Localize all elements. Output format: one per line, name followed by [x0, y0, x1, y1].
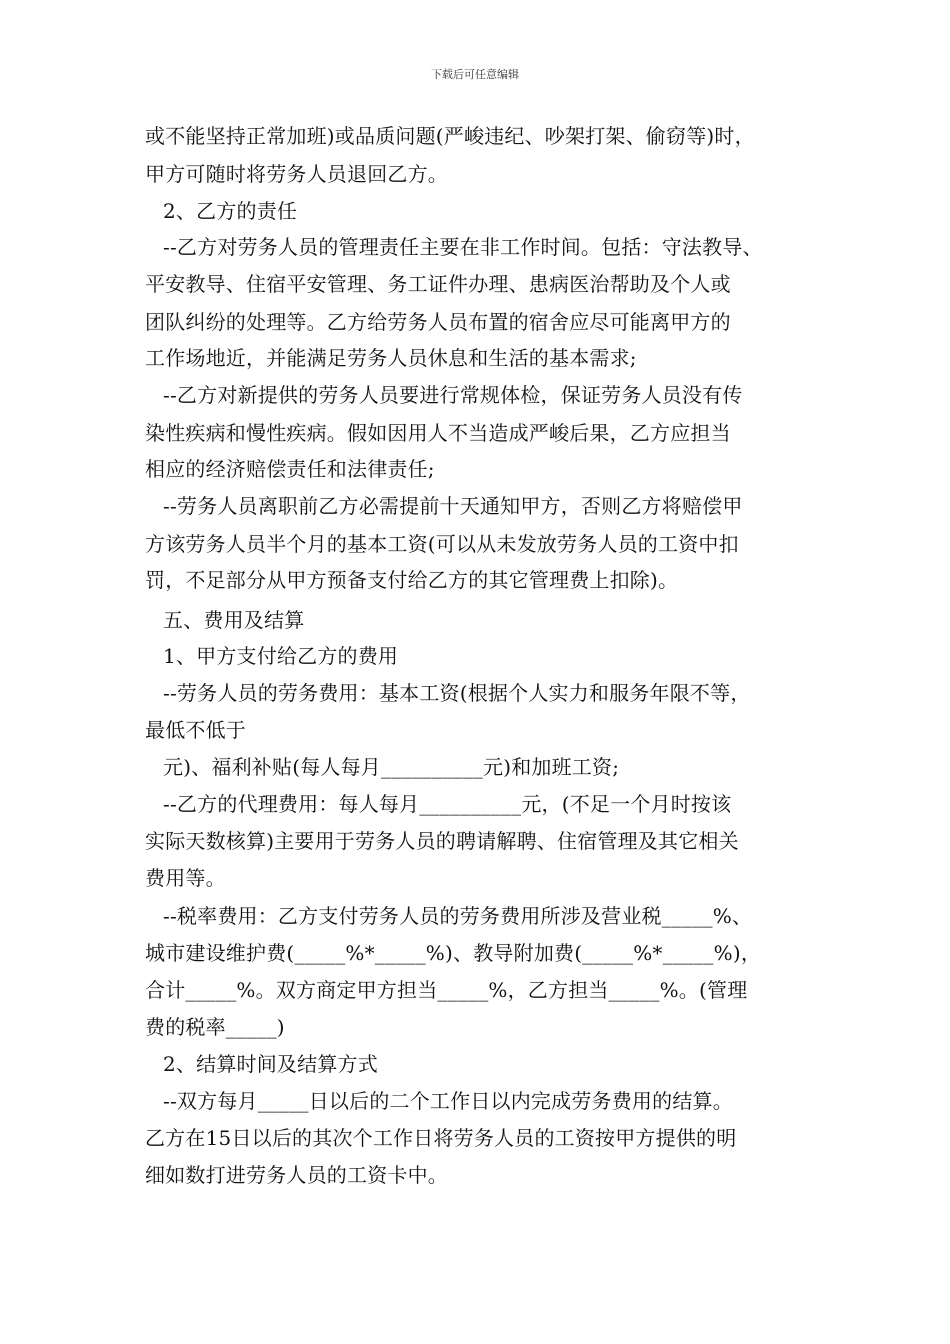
paragraph-line: --乙方的代理费用：每人每月__________元，(不足一个月时按该 — [163, 792, 732, 816]
paragraph-line: 罚，不足部分从甲方预备支付给乙方的其它管理费上扣除)。 — [145, 568, 679, 592]
paragraph-line: --税率费用：乙方支付劳务人员的劳务费用所涉及营业税_____%、 — [163, 904, 753, 928]
paragraph-line: 染性疾病和慢性疾病。假如因用人不当造成严峻后果，乙方应担当 — [145, 421, 731, 445]
section-heading: 2、结算时间及结算方式 — [163, 1052, 378, 1076]
paragraph-line: 相应的经济赔偿责任和法律责任; — [145, 457, 435, 481]
paragraph-line: 团队纠纷的处理等。乙方给劳务人员布置的宿舍应尽可能离甲方的 — [145, 310, 731, 334]
paragraph-line: 工作场地近，并能满足劳务人员休息和生活的基本需求; — [145, 346, 637, 370]
paragraph-line: 或不能坚持正常加班)或品质问题(严峻违纪、吵架打架、偷窃等)时， — [145, 124, 755, 148]
paragraph-line: 城市建设维护费(_____%*_____%)、教导附加费(_____%*_____%)， — [145, 941, 762, 965]
paragraph-line: 实际天数核算)主要用于劳务人员的聘请解聘、住宿管理及其它相关 — [145, 829, 739, 853]
paragraph-line: 元)、福利补贴(每人每月__________元)和加班工资; — [163, 755, 620, 779]
paragraph-line: 合计_____%。双方商定甲方担当_____%，乙方担当_____%。(管理 — [145, 978, 748, 1002]
section-heading: 2、乙方的责任 — [163, 199, 298, 223]
paragraph-line: 费的税率_____) — [145, 1015, 285, 1039]
paragraph-line: --乙方对劳务人员的管理责任主要在非工作时间。包括：守法教导、 — [163, 235, 763, 259]
paragraph-line: 乙方在15日以后的其次个工作日将劳务人员的工资按甲方提供的明 — [145, 1126, 737, 1150]
paragraph-line: 最低不低于 — [145, 718, 246, 742]
section-heading: 1、甲方支付给乙方的费用 — [163, 644, 399, 668]
paragraph-line: --劳务人员的劳务费用：基本工资(根据个人实力和服务年限不等， — [163, 681, 751, 705]
paragraph-line: 费用等。 — [145, 866, 226, 890]
section-heading: 五、费用及结算 — [163, 608, 305, 632]
paragraph-line: --双方每月_____日以后的二个工作日以内完成劳务费用的结算。 — [163, 1089, 733, 1113]
paragraph-line: 方该劳务人员半个月的基本工资(可以从未发放劳务人员的工资中扣 — [145, 532, 739, 556]
paragraph-line: 平安教导、住宿平安管理、务工证件办理、患病医治帮助及个人或 — [145, 272, 731, 296]
paragraph-line: --劳务人员离职前乙方必需提前十天通知甲方，否则乙方将赔偿甲 — [163, 494, 743, 518]
paragraph-line: --乙方对新提供的劳务人员要进行常规体检，保证劳务人员没有传 — [163, 383, 743, 407]
paragraph-line: 细如数打进劳务人员的工资卡中。 — [145, 1163, 448, 1187]
paragraph-line: 甲方可随时将劳务人员退回乙方。 — [145, 162, 448, 186]
page-header: 下载后可任意编辑 — [431, 68, 519, 81]
